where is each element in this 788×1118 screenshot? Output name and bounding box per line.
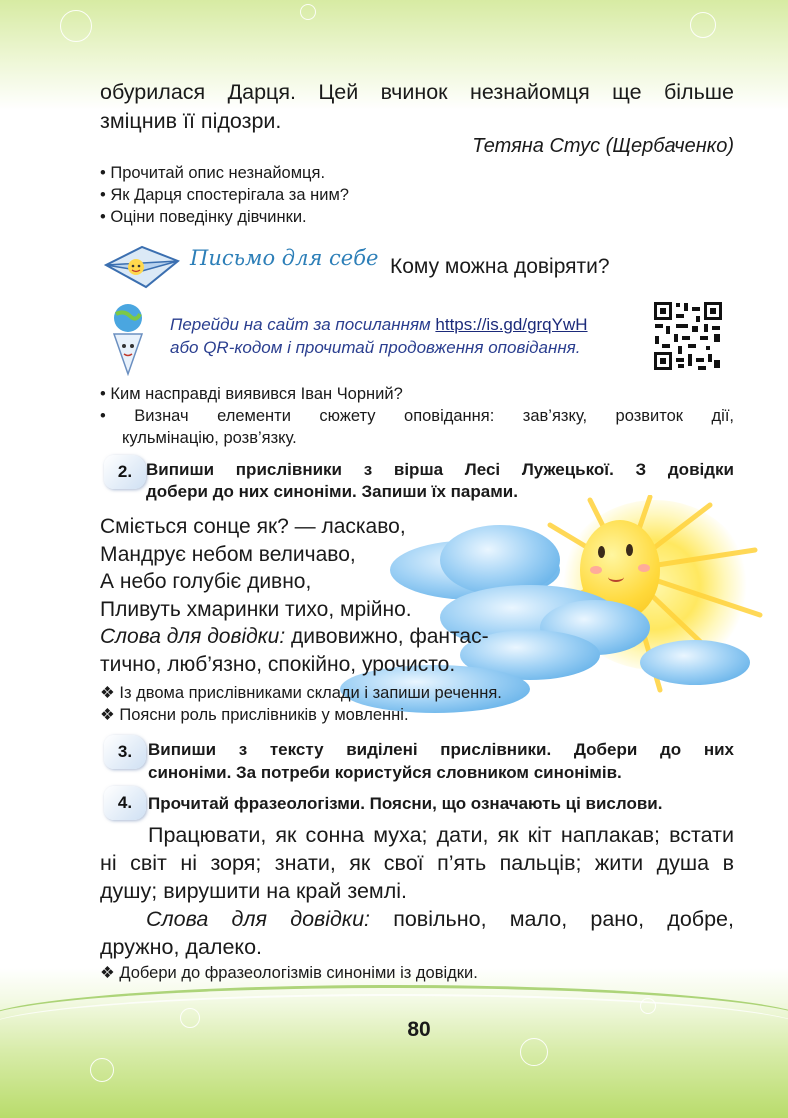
tip-item: ❖ Добери до фразеологізмів синоніми із довідки. bbox=[100, 964, 478, 982]
tip-item: ❖ Поясни роль прислівників у мовленні. bbox=[100, 706, 409, 724]
bottom-decoration bbox=[0, 968, 788, 1118]
poem-line: Пливуть хмаринки тихо, мрійно. bbox=[100, 597, 412, 621]
web-line1 bbox=[170, 315, 588, 335]
help-label: Слова для довідки: bbox=[100, 625, 286, 648]
question-item: • Прочитай опис незнайомця. bbox=[100, 164, 326, 182]
bubble bbox=[300, 4, 316, 20]
poem-line: Сміється сонце як? — ласкаво, bbox=[100, 515, 406, 538]
web-link[interactable]: https://is.gd/grqYwH bbox=[435, 315, 588, 334]
poem bbox=[100, 513, 489, 678]
task-number: 4. bbox=[104, 786, 146, 820]
letter-question: Кому можна довіряти? bbox=[390, 255, 610, 278]
questions2-list bbox=[100, 383, 734, 449]
phrase-line: Працювати, як сонна муха; дати, як кіт наплакав; встати bbox=[148, 823, 734, 847]
qr-code[interactable] bbox=[652, 300, 724, 372]
web-line2: або QR-кодом і прочитай продовження оповідання. bbox=[170, 338, 581, 357]
tips-list bbox=[100, 682, 502, 726]
help-words-line bbox=[100, 623, 489, 651]
task-text: Прочитай фразеологізми. Поясни, що означають ці вислови. bbox=[148, 794, 663, 813]
bubble bbox=[60, 10, 92, 42]
tip-item: ❖ Із двома прислівниками склади і запиши речення. bbox=[100, 684, 502, 702]
bubble bbox=[180, 1008, 200, 1028]
globe-icon bbox=[100, 300, 156, 376]
question-item: кульмінацію, розв’язку. bbox=[122, 429, 297, 447]
help-words-line bbox=[100, 905, 734, 933]
bubble bbox=[520, 1038, 548, 1066]
author: Тетяна Стус (Щербаченко) bbox=[472, 135, 734, 157]
help-words-line: тично, люб’язно, спокійно, урочисто. bbox=[100, 652, 456, 676]
task-text: добери до них синоніми. Запиши їх парами. bbox=[146, 482, 518, 501]
phrase-line: душу; вирушити на край землі. bbox=[100, 879, 407, 903]
help-words: дивовижно, фантас- bbox=[285, 625, 489, 648]
task-text: Випиши прислівники з вірша Лесі Лужецької. З довідки bbox=[146, 460, 734, 479]
poem-line: А небо голубіє дивно, bbox=[100, 570, 312, 593]
phrases-paragraph bbox=[100, 821, 734, 905]
question-item: • Визнач елементи сюжету оповідання: зав’язку, розвиток дії, bbox=[100, 407, 734, 425]
page-number: 80 bbox=[407, 1018, 431, 1041]
questions-list bbox=[100, 162, 349, 228]
question-item: • Оціни поведінку дівчинки. bbox=[100, 208, 307, 226]
help-words: повільно, мало, рано, добре, bbox=[370, 907, 734, 931]
help-words-line: дружно, далеко. bbox=[100, 935, 262, 959]
web-instruction: Перейди на сайт за посиланням bbox=[170, 315, 436, 334]
story-text-line: зміцнив її підозри. bbox=[100, 109, 282, 133]
phrase-line: ні світ ні зоря; знати, як свої п’ять пальців; жити душа в bbox=[100, 851, 734, 875]
envelope-icon bbox=[102, 243, 182, 293]
task-number: 3. bbox=[104, 735, 146, 769]
help-label: Слова для довідки: bbox=[146, 907, 370, 931]
task-number: 2. bbox=[104, 455, 146, 489]
question-item: • Як Дарця спостерігала за ним? bbox=[100, 186, 349, 204]
question-item: • Ким насправді виявився Іван Чорний? bbox=[100, 385, 403, 403]
bubble bbox=[640, 998, 656, 1014]
poem-line: Мандрує небом величаво, bbox=[100, 542, 356, 566]
task-text: синоніми. За потреби користуйся словником синонімів. bbox=[148, 763, 622, 782]
help2-paragraph bbox=[100, 905, 734, 961]
letter-label: Письмо для себе bbox=[190, 246, 379, 270]
story-text-line: обурилася Дарця. Цей вчинок незнайомця ще більше bbox=[100, 80, 734, 104]
bubble bbox=[90, 1058, 114, 1082]
task-text: Випиши з тексту виділені прислівники. Добери до них bbox=[148, 740, 734, 759]
bubble bbox=[690, 12, 716, 38]
